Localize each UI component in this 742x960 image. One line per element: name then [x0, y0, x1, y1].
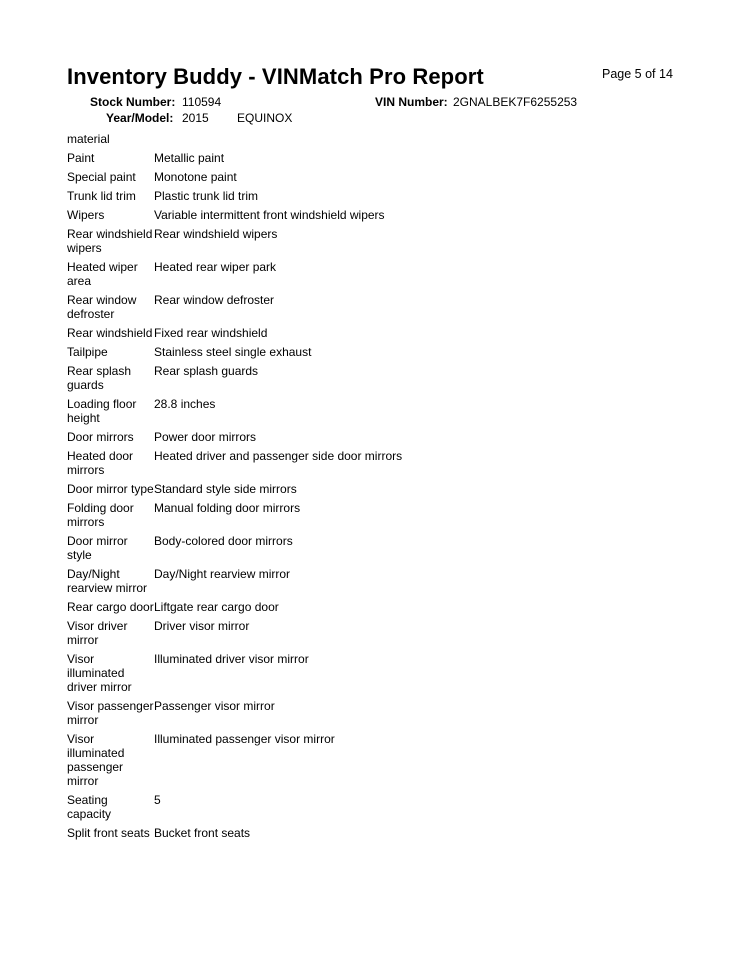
spec-value: Passenger visor mirror [154, 699, 275, 713]
vin-label: VIN Number: [375, 95, 448, 109]
spec-label: Door mirror type [67, 482, 154, 496]
spec-label: Rear windshield [67, 326, 153, 340]
spec-value: Rear splash guards [154, 364, 259, 378]
spec-value: 28.8 inches [154, 397, 216, 411]
page-indicator: Page 5 of 14 [602, 67, 673, 81]
spec-label: Rear window defroster [67, 293, 137, 321]
spec-row [67, 793, 402, 826]
spec-label: Day/Night rearview mirror [67, 567, 148, 595]
spec-value: 5 [154, 793, 161, 807]
spec-value: Heated rear wiper park [154, 260, 277, 274]
spec-label: Rear cargo door [67, 600, 154, 614]
spec-value: Rear windshield wipers [154, 227, 278, 241]
year-model-label: Year/Model: [106, 111, 174, 125]
vin-value: 2GNALBEK7F6255253 [453, 95, 578, 109]
spec-label: Paint [67, 151, 95, 165]
spec-value: Manual folding door mirrors [154, 501, 301, 515]
spec-label: Special paint [67, 170, 136, 184]
spec-row [67, 699, 402, 732]
spec-value: Stainless steel single exhaust [154, 345, 312, 359]
spec-label: Visor driver mirror [67, 619, 128, 647]
spec-row [67, 208, 402, 227]
spec-label: material [67, 132, 110, 146]
spec-row [67, 293, 402, 326]
spec-value: Variable intermittent front windshield wipers [154, 208, 385, 222]
spec-label: Visor illuminated driver mirror [67, 652, 132, 694]
report-title: Inventory Buddy - VINMatch Pro Report [67, 64, 484, 89]
spec-label: Visor illuminated passenger mirror [67, 732, 125, 788]
spec-table [67, 132, 402, 845]
spec-row [67, 364, 402, 397]
spec-value: Day/Night rearview mirror [154, 567, 291, 581]
spec-value: Power door mirrors [154, 430, 257, 444]
spec-row [67, 151, 402, 170]
spec-value: Heated driver and passenger side door mirrors [154, 449, 403, 463]
spec-value: Body-colored door mirrors [154, 534, 293, 548]
spec-label: Rear splash guards [67, 364, 132, 392]
spec-label: Wipers [67, 208, 105, 222]
spec-label: Tailpipe [67, 345, 108, 359]
spec-row [67, 326, 402, 345]
spec-row [67, 397, 402, 430]
spec-value: Driver visor mirror [154, 619, 250, 633]
spec-label: Visor passenger mirror [67, 699, 154, 727]
spec-row [67, 189, 402, 208]
spec-row [67, 260, 402, 293]
spec-label: Rear windshield wipers [67, 227, 153, 255]
spec-value: Fixed rear windshield [154, 326, 268, 340]
spec-value [154, 132, 402, 151]
year-value: 2015 [182, 111, 209, 125]
spec-row [67, 619, 402, 652]
spec-row [67, 567, 402, 600]
spec-value: Illuminated passenger visor mirror [154, 732, 335, 746]
spec-label: Door mirrors [67, 430, 134, 444]
spec-label: Heated wiper area [67, 260, 138, 288]
spec-row [67, 826, 402, 845]
spec-label: Door mirror style [67, 534, 128, 562]
spec-value: Liftgate rear cargo door [154, 600, 279, 614]
spec-row [67, 449, 402, 482]
spec-value: Illuminated driver visor mirror [154, 652, 309, 666]
spec-row [67, 600, 402, 619]
spec-row [67, 345, 402, 364]
spec-value: Plastic trunk lid trim [154, 189, 259, 203]
spec-row [67, 430, 402, 449]
spec-label: Trunk lid trim [67, 189, 136, 203]
spec-row [67, 132, 402, 151]
model-value: EQUINOX [237, 111, 293, 125]
spec-value: Rear window defroster [154, 293, 275, 307]
spec-value: Standard style side mirrors [154, 482, 297, 496]
spec-label: Seating capacity [67, 793, 112, 821]
spec-row [67, 482, 402, 501]
spec-row [67, 534, 402, 567]
spec-value: Bucket front seats [154, 826, 251, 840]
spec-value: Monotone paint [154, 170, 237, 184]
stock-number-label: Stock Number: [90, 95, 176, 109]
spec-row [67, 652, 402, 699]
spec-value: Metallic paint [154, 151, 225, 165]
spec-row [67, 732, 402, 793]
spec-row [67, 227, 402, 260]
spec-row [67, 170, 402, 189]
spec-label: Loading floor height [67, 397, 137, 425]
spec-label: Heated door mirrors [67, 449, 134, 477]
spec-label: Split front seats [67, 826, 150, 840]
stock-number-value: 110594 [182, 95, 222, 109]
spec-row [67, 501, 402, 534]
spec-label: Folding door mirrors [67, 501, 134, 529]
